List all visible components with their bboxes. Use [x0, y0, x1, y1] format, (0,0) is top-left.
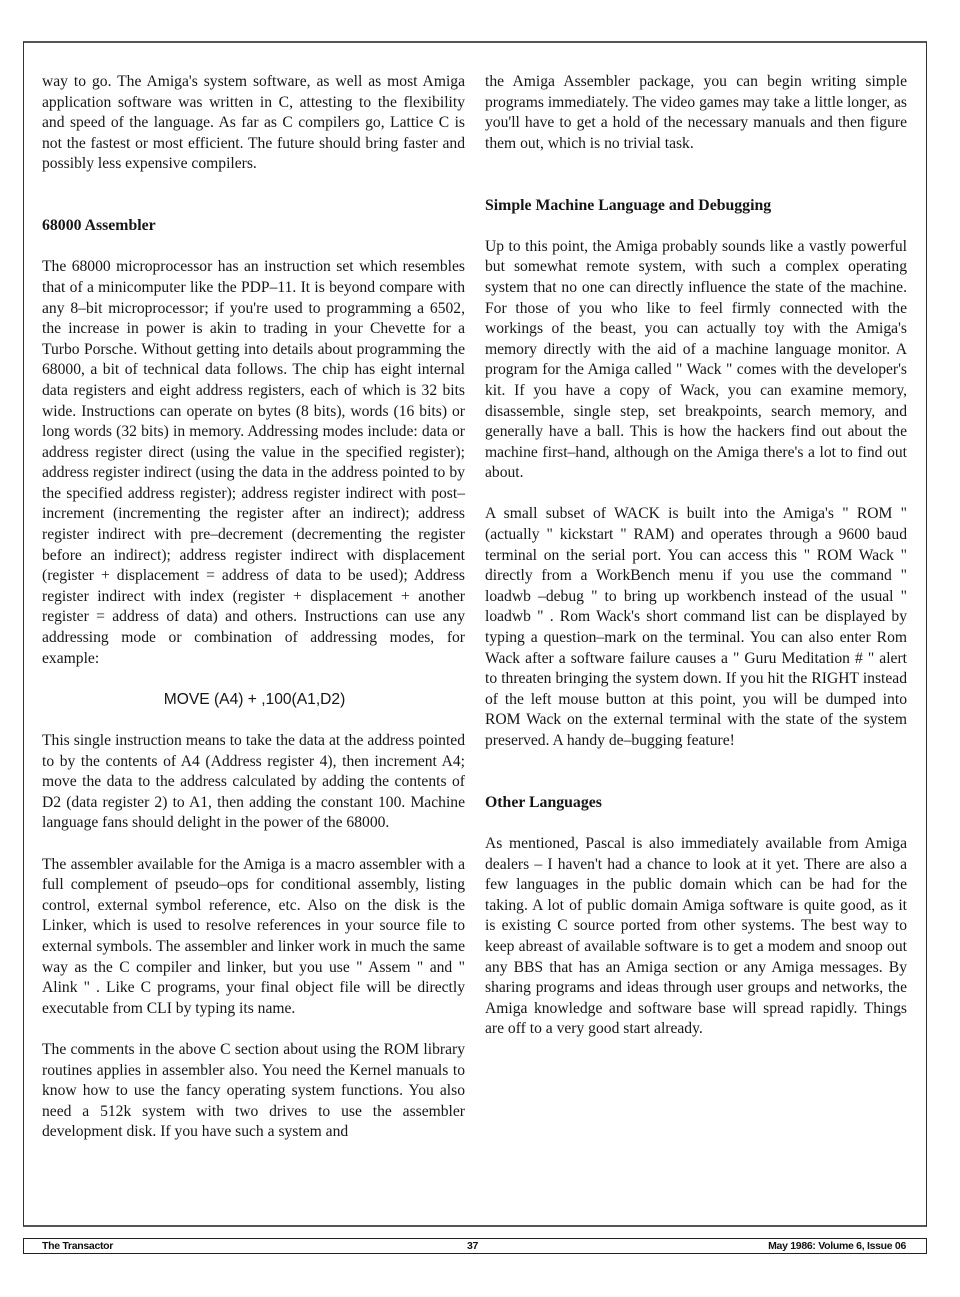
- right-column: [485, 72, 907, 1061]
- page-number: 37: [467, 1240, 479, 1252]
- section-heading: Other Languages: [485, 793, 602, 811]
- section-machine-language: [485, 196, 907, 217]
- body-paragraph: The comments in the above C section about using the ROM library routines applies in assembler also. You need the Kernel manuals to know how to use the fancy operating system functions. You also need a 512k system with two drives to use the assembler development disk. If you have such a system and: [42, 1040, 465, 1141]
- spacer: [485, 772, 907, 793]
- body-paragraph: As mentioned, Pascal is also immediately available from Amiga dealers – I haven't had a chance to look at it yet. There are also a few languages in the public domain which can be had for the taking. A lot of public domain Amiga software is quite good, as it is existing C source ported from other systems. The best way to keep abreast of available software is to get a modem and snoop out any BBS that has an Amiga section or any Amiga messages. By sharing programs and ideas through user groups and networks, the Amiga knowledge and software base will spread rapidly. Things are off to a very good start already.: [485, 834, 907, 1038]
- intro-paragraph-left: way to go. The Amiga's system software, as well as most Amiga application software was written in C, attesting to the flexibility and speed of the language. As far as C compilers go, Lattice C is not the fastest or most efficient. The future should bring faster and possibly less expensive compilers.: [42, 73, 465, 173]
- body-paragraph: This single instruction means to take the data at the address pointed to by the contents of A4 (Address register 4), then increment A4; move the data to the address calculated by adding the contents of D2 (data register 2) to A1, then adding the constant 100. Machine language fans should delight in the power of the 68000.: [42, 732, 465, 832]
- body-paragraph: Up to this point, the Amiga probably sounds like a vastly powerful but somewhat remote system, with such a complex operating system that no one can directly influence the state of the machine. For those of you who like to feel firmly connected with the workings of the beast, you can actually toy with the Amiga's memory directly with the aid of a machine language monitor. A program for the Amiga called " Wack " comes with the developer's kit. If you have a copy of Wack, you can examine memory, disassemble, single step, set breakpoints, search memory, and generally have a ball. This is how the hackers find out about the machine first–hand, although on the Amiga there's a lot to find out about.: [485, 237, 907, 482]
- left-column: [42, 72, 465, 1163]
- publication-name: The Transactor: [42, 1240, 114, 1252]
- section-other-languages: [485, 793, 907, 814]
- code-example: MOVE (A4) + ,100(A1,D2): [163, 690, 346, 708]
- body-paragraph: The 68000 microprocessor has an instruction set which resembles that of a minicomputer like the PDP–11. It is beyond compare with any 8–bit microprocessor; if you're used to programming a 6502, the increase in power is akin to trading in your Chevette for a Turbo Porsche. Without getting into details about programming the 68000, a bit of technical data follows. The chip has eight internal data registers and eight address registers, each of which is 32 bits wide. Instructions can operate on bytes (8 bits), words (16 bits) or long words (32 bits) in memory. Addressing modes include: data or address register direct (using the value in the specified register); address register indirect (using the data in the address pointed to by the specified address register); address register indirect with post–increment (incrementing the register after an indirect); address register indirect with pre–decrement (decrementing the register before an indirect); address register indirect with displacement (register + displacement = address of data to be used); Address register indirect with index (register + displacement + another register = address of data) and others. Instructions can use any addressing mode or combination of addressing modes, for example:: [42, 258, 465, 667]
- spacer: [42, 196, 465, 217]
- body-paragraph: A small subset of WACK is built into the Amiga's " ROM " (actually " kickstart " RAM) and operates through a 9600 baud terminal on the serial port. You can access this " ROM Wack " directly from a WorkBench menu if you use the command " loadwb –debug " to bring up workbench instead of the usual " loadwb " . Rom Wack's short command list can be displayed by typing a question–mark on the terminal. You can also enter Rom Wack after a software failure causes a " Guru Meditation # " alert to threaten bringing the system down. If you hit the RIGHT instead of the left mouse button at this point, you will be dumped into ROM Wack on the external terminal with the state of the system preserved. A handy de–bugging feature!: [485, 505, 907, 749]
- section-heading: Simple Machine Language and Debugging: [485, 196, 772, 214]
- spacer: [485, 175, 907, 196]
- section-heading: 68000 Assembler: [42, 217, 156, 235]
- body-paragraph: The assembler available for the Amiga is a macro assembler with a full complement of pseudo–ops for conditional assembly, listing control, external symbol reference, etc. Also on the disk is the Linker, which is used to resolve references in your source file to external symbols. The assembler and linker work in much the same way as the C compiler and linker, but you use " Assem " and " Alink " . Like C programs, your final object file will be directly executable from CLI by typing its name.: [42, 855, 465, 1017]
- page-footer: [23, 1238, 927, 1254]
- issue-info: May 1986: Volume 6, Issue 06: [768, 1240, 906, 1252]
- section-68000-assembler: [42, 216, 465, 237]
- intro-paragraph-right: the Amiga Assembler package, you can begin writing simple programs immediately. The video games may take a little longer, as you'll have to get a hold of the necessary manuals and then figure them out, which is no trivial task.: [485, 73, 907, 152]
